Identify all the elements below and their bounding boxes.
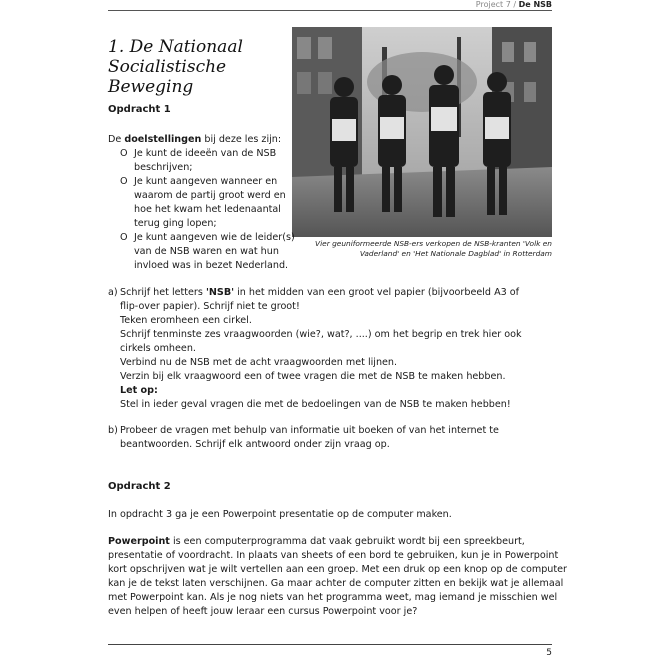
powerpoint-paragraph [108,535,567,619]
task-a-line: Verbind nu de NSB met de acht vraagwoorden met lijnen. [120,357,398,368]
task-b-line: Probeer de vragen met behulp van informatie uit boeken of van het internet te [120,425,499,436]
historical-photo [292,27,552,237]
task-a [108,286,548,412]
let-op-label: Let op: [120,385,158,396]
photo-four-nsb-men-selling-newspapers [292,27,552,237]
goals-intro-bold: doelstellingen [124,134,202,145]
task-a-line: cirkels omheen. [120,343,196,354]
pp-line: presentatie of voordracht. In plaats van sheets of een bord te gebruiken, kun je in Powerpoint [108,550,559,561]
page-number: 5 [546,648,552,658]
opdracht1-heading: Opdracht 1 [108,104,171,115]
task-a-label: a) [108,287,118,298]
goal-item: O Je kunt de ideeën van de NSB beschrijven; [120,147,295,175]
pp-line: even helpen of heeft jouw leraar een cursus Powerpoint voor je? [108,606,418,617]
pp-line: met Powerpoint kan. Als je nog niets van het programma weet, mag iemand je misschien wel [108,592,558,603]
nsb-bold: 'NSB' [205,287,235,298]
task-a-line: Schrijf het letters 'NSB' in het midden van een groot vel papier (bijvoorbeeld A3 of [120,287,520,298]
powerpoint-bold: Powerpoint [108,536,170,547]
task-b-line: beantwoorden. Schrijf elk antwoord onder zijn vraag op. [120,439,390,450]
goal-item: O Je kunt aangeven wie de leider(s) van de NSB waren en wat hun invloed was in bezet Nederland. [120,231,295,273]
pp-line: kan je de tekst laten verschijnen. Ga maar achter de computer zitten en bekijk wat je allemaal [108,578,564,589]
goals-intro [108,133,288,147]
chapter-title-line2: Socialistische Beweging [108,57,227,97]
task-a-line: Schrijf tenminste zes vraagwoorden (wie?, wat?, ....) om het begrip en trek hier ook [120,329,522,340]
chapter-title-line1: 1. De Nationaal [108,37,243,57]
pp-line: Powerpoint is een computerprogramma dat vaak gebruikt wordt bij een spreekbeurt, [108,536,525,547]
photo-caption-line2: Vaderland' en 'Het Nationale Dagblad' in Rotterdam [359,249,552,258]
pp-line: kort opschrijven wat je wilt vertellen aan een groep. Met een druk op een knop op de computer [108,564,567,575]
photo-caption [292,239,552,259]
goals-intro-prefix: De [108,134,125,145]
running-header: Project 7 / De NSB [475,0,552,9]
task-b-label: b) [108,425,118,436]
header-title: De NSB [518,0,552,9]
footer-rule [108,644,552,645]
chapter-title [108,37,298,97]
goals-intro-suffix: bij deze les zijn: [201,134,282,145]
task-a-line: Stel in ieder geval vragen die met de bedoelingen van de NSB te maken hebben! [120,399,511,410]
task-a-line: Verzin bij elk vraagwoord een of twee vragen die met de NSB te maken hebben. [120,371,506,382]
opdracht2-intro: In opdracht 3 ga je een Powerpoint presentatie op de computer maken. [108,509,452,520]
task-b [108,424,548,452]
photo-caption-line1: Vier geuniformeerde NSB-ers verkopen de NSB-kranten 'Volk en [315,239,552,248]
task-a-line: flip-over papier). Schrijf niet te groot! [120,301,300,312]
header-project-label: Project 7 [475,0,511,9]
header-rule [108,10,552,11]
goal-item: O Je kunt aangeven wanneer en waarom de partij groot werd en hoe het kwam het ledenaantal terug ging lopen; [120,175,295,231]
task-a-line: Teken eromheen een cirkel. [120,315,252,326]
goals-list [120,147,295,273]
opdracht2-heading: Opdracht 2 [108,481,171,492]
